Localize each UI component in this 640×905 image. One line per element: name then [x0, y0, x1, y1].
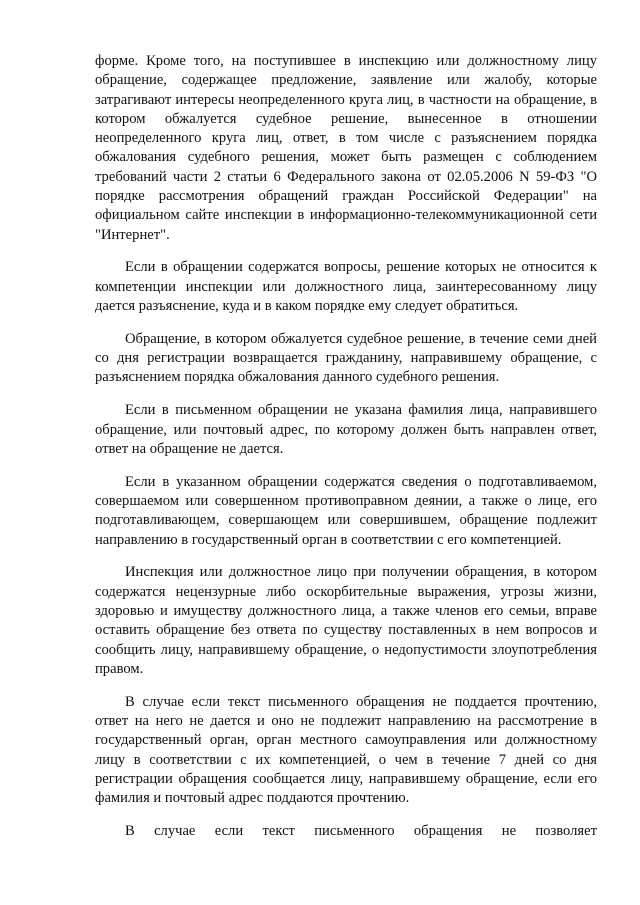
paragraph-outside-competence: Если в обращении содержатся вопросы, решение которых не относится к компетенции инспекции или должностного лица, заинтересованному лицу дается разъяснение, куда и в каком порядке ему следует обратиться.: [95, 259, 597, 315]
paragraph-continuation: форме. Кроме того, на поступившее в инспекцию или должностному лицу обращение, содержащее предложение, заявление или жалобу, которые затрагивают интересы неопределенного круга лиц, в частности на обращение, в котором обжалуется судебное решение, вынесенное в отношении неопределенного круга лиц, ответ, в том числе с разъяснением порядка обжалования судебного решения, может быть размещен с соблюдением требований части 2 статьи 6 Федерального закона от 02.05.2006 N 59-ФЗ "О порядке рассмотрения обращений граждан Российской Федерации" на официальном сайте инспекции в информационно-телекоммуникационной сети "Интернет".: [95, 53, 597, 243]
paragraph-no-name-address: Если в письменном обращении не указана фамилия лица, направившего обращение, или почтовый адрес, по которому должен быть направлен ответ, ответ на обращение не дается.: [95, 402, 597, 457]
paragraph-court-decision-return: Обращение, в котором обжалуется судебное решение, в течение семи дней со дня регистрации возвращается гражданину, направившему обращение, с разъяснением порядка обжалования данного судебного решения.: [95, 330, 597, 386]
paragraph-unlawful-act: Если в указанном обращении содержатся сведения о подготавливаемом, совершаемом или совершенном противоправном деянии, а также о лице, его подготавливающем, совершающем или совершившем, обращение подлежит направлению в государственный орган в соответствии с его компетенцией.: [95, 473, 597, 548]
paragraph-offensive-language: Инспекция или должностное лицо при получении обращения, в котором содержатся нецензурные либо оскорбительные выражения, угрозы жизни, здоровью и имуществу должностного лица, а также членов его семьи, вправе оставить обращение без ответа по существу поставленных в нем вопросов и сообщить лицу, направившему обращение, о недопустимости злоупотребления правом.: [95, 564, 597, 677]
paragraph-truncated: В случае если текст письменного обращения не позволяет: [125, 822, 597, 839]
document-page: [95, 52, 597, 841]
paragraph-illegible-text: В случае если текст письменного обращения не поддается прочтению, ответ на него не дается и оно не подлежит направлению на рассмотрение в государственный орган, орган местного самоуправления или должностному лицу в соответствии с их компетенцией, о чем в течение 7 дней со дня регистрации обращения сообщается лицу, направившему обращение, если его фамилия и почтовый адрес поддаются прочтению.: [95, 693, 597, 807]
